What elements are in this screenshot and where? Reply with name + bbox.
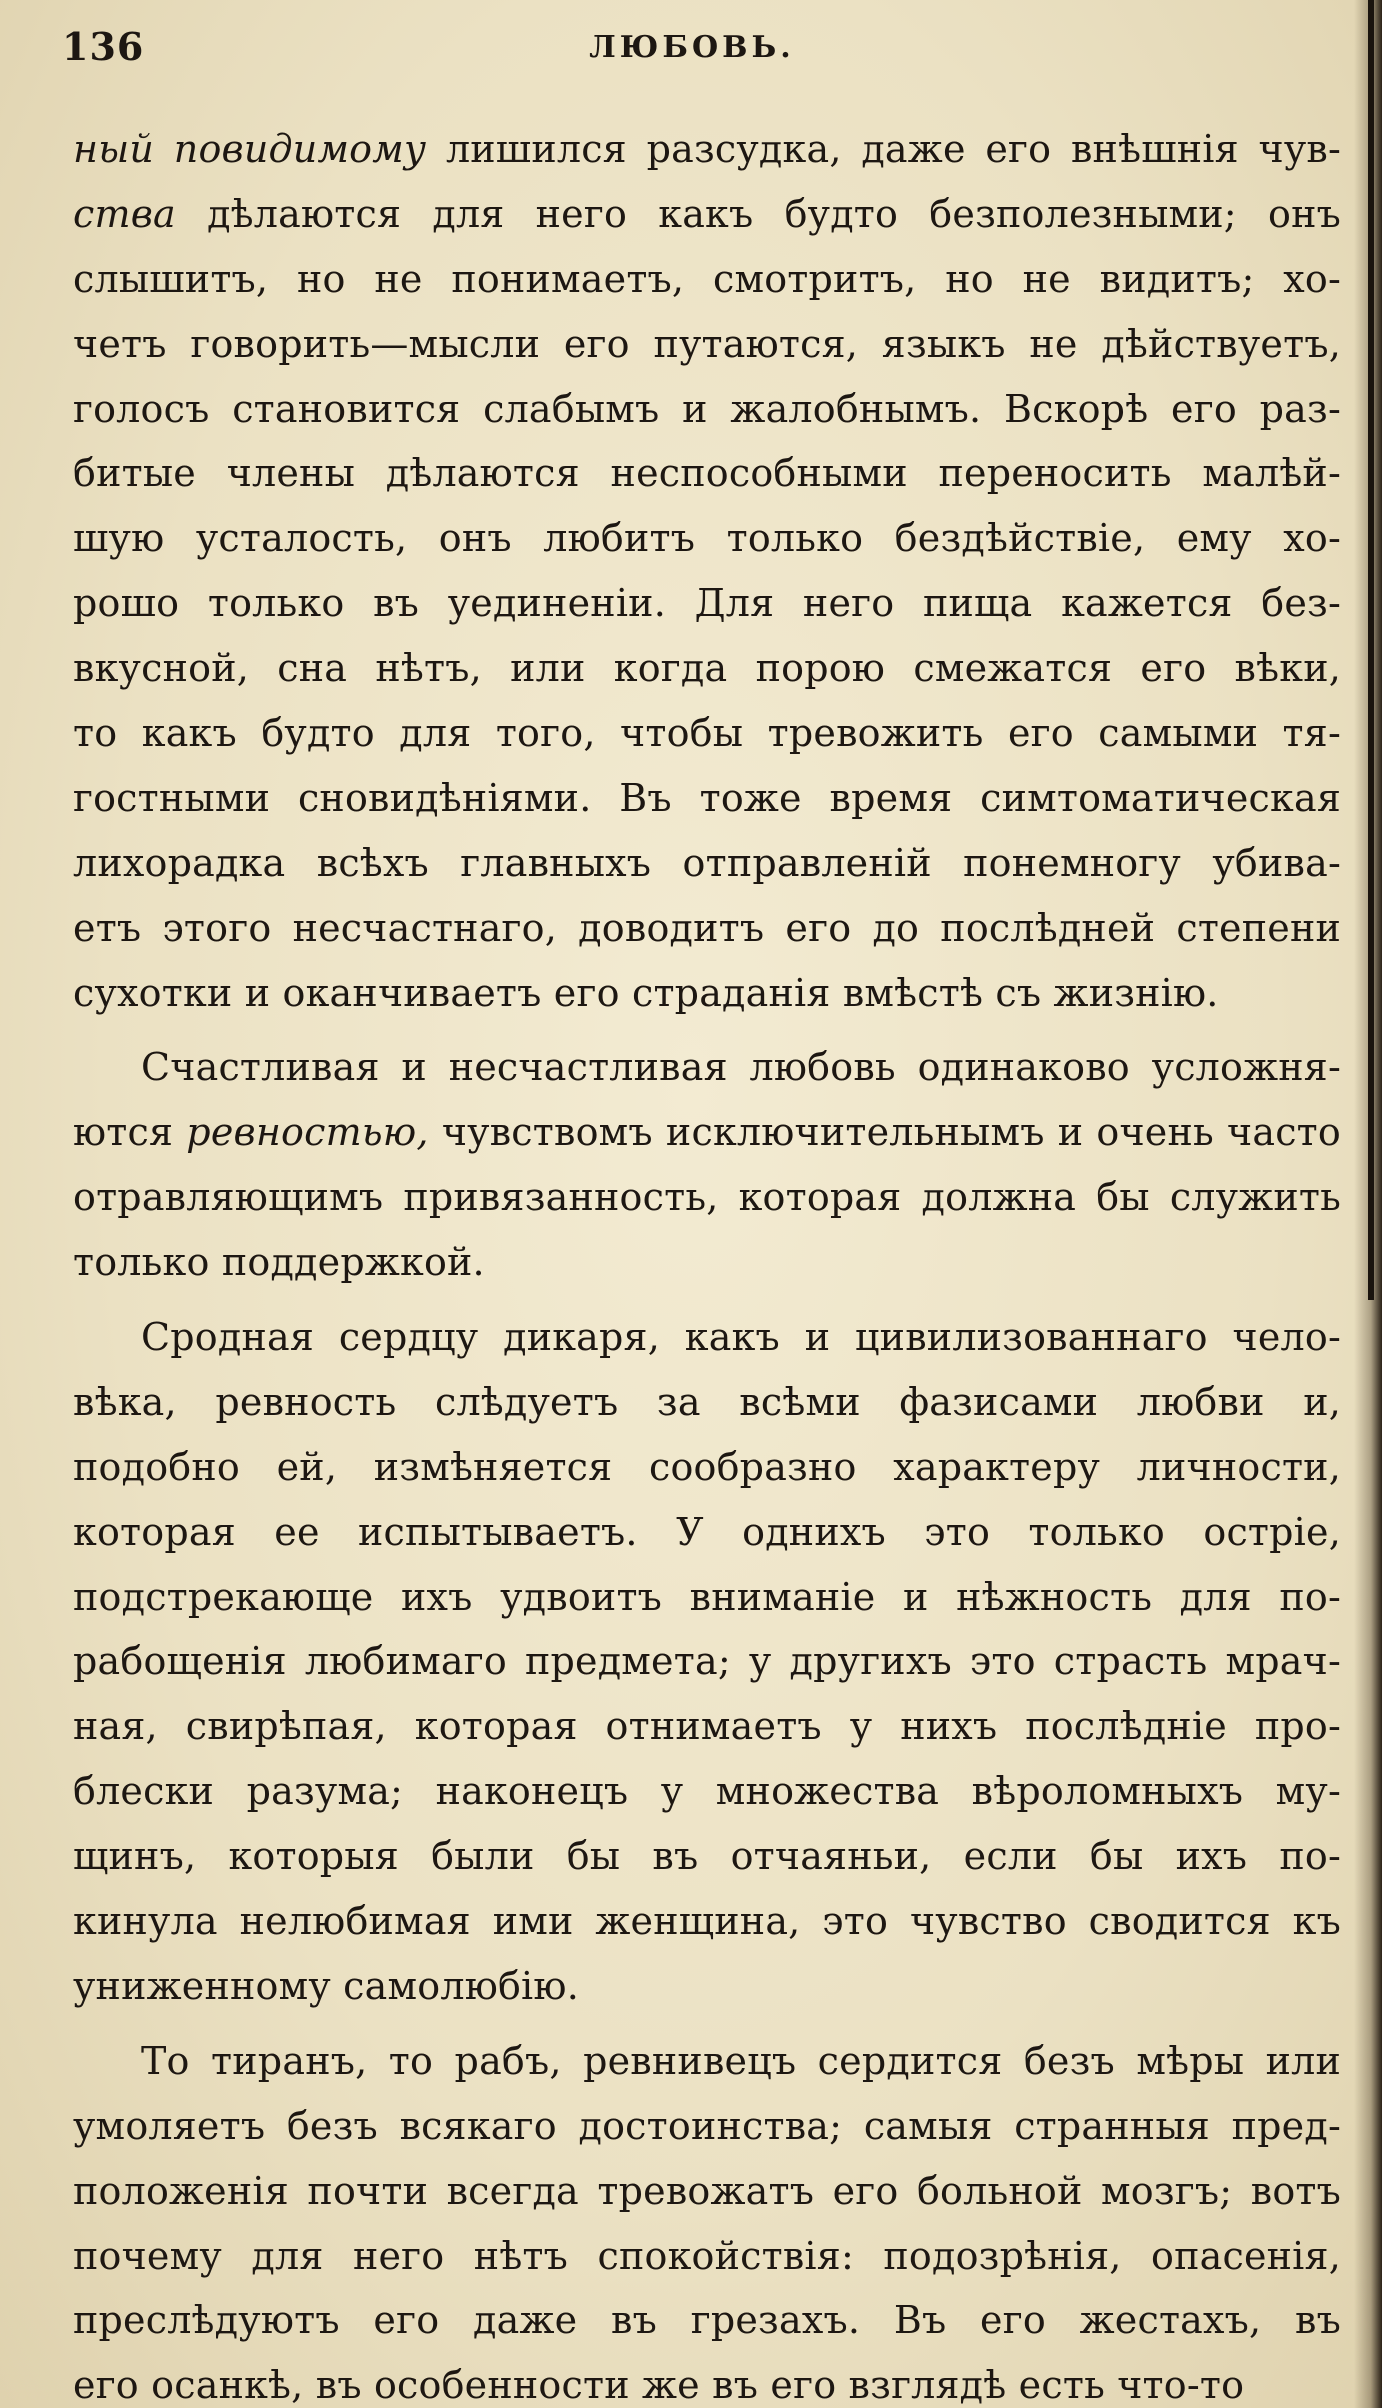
text-line [73, 377, 1341, 442]
text-run: подстрекающе ихъ удвоитъ вниманіе и нѣжность для по- [73, 1574, 1341, 1619]
text-line [73, 1165, 1341, 1230]
text-line [73, 117, 1341, 182]
text-run: рошо только въ уединеніи. Для него пища кажется без- [73, 581, 1341, 626]
text-run: голосъ становится слабымъ и жалобнымъ. Вскорѣ его раз- [73, 386, 1341, 431]
text-line [73, 1435, 1341, 1500]
text-run: лишился разсудка, даже его внѣшнія чув- [426, 127, 1342, 171]
text-run: преслѣдуютъ его даже въ грезахъ. Въ его жестахъ, въ [73, 2298, 1341, 2343]
text-run: гостными сновидѣніями. Въ тоже время симтоматическая [73, 775, 1341, 820]
text-line [73, 636, 1341, 701]
text-line [73, 961, 1341, 1026]
text-line [73, 506, 1341, 571]
page-header [62, 24, 1322, 74]
text-run: почему для него нѣтъ спокойствія: подозрѣнія, опасенія, [73, 2233, 1341, 2278]
text-line [73, 1370, 1341, 1435]
italic-text: ства [73, 191, 176, 236]
text-line [73, 1230, 1341, 1295]
text-run: шую усталость, онъ любитъ только бездѣйствіе, ему хо- [73, 516, 1341, 561]
text-run: отравляющимъ привязанность, которая должна бы служить [73, 1175, 1341, 1220]
text-run: которая ее испытываетъ. У однихъ это только остріе, [73, 1509, 1341, 1554]
page-number: 136 [62, 24, 145, 69]
text-run: только поддержкой. [73, 1240, 485, 1285]
text-run: рабощенія любимаго предмета; у другихъ это страсть мрач- [73, 1639, 1341, 1684]
text-line [73, 1305, 1341, 1370]
text-run: Счастливая и несчастливая любовь одинаково усложня- [141, 1045, 1341, 1090]
text-line [73, 1694, 1341, 1759]
text-run: дѣлаются для него какъ будто безполезными; онъ [175, 191, 1341, 236]
paragraph [73, 1035, 1341, 1295]
text-line [73, 2094, 1341, 2159]
text-run: ются [73, 1110, 187, 1155]
text-line [73, 701, 1341, 766]
italic-text: ревностью, [186, 1110, 429, 1155]
text-line [73, 1759, 1341, 1824]
text-line [73, 2353, 1341, 2408]
text-line [73, 571, 1341, 636]
text-line [73, 1035, 1341, 1100]
text-run: щинъ, которыя были бы въ отчаяньи, если бы ихъ по- [73, 1834, 1341, 1879]
text-run: блески разума; наконецъ у множества вѣроломныхъ му- [73, 1769, 1341, 1814]
text-run: четъ говорить—мысли его путаются, языкъ не дѣйствуетъ, [73, 321, 1341, 366]
text-run: Сродная сердцу дикаря, какъ и цивилизованнаго чело- [141, 1315, 1341, 1360]
text-run: сухотки и оканчиваетъ его страданія вмѣстѣ съ жизнію. [73, 970, 1219, 1015]
text-run: чувствомъ исключительнымъ и очень часто [428, 1110, 1341, 1155]
text-run: подобно ей, измѣняется сообразно характеру личности, [73, 1444, 1341, 1489]
text-line [73, 766, 1341, 831]
text-line [73, 2288, 1341, 2353]
text-run: битые члены дѣлаются неспособными переносить малѣй- [73, 451, 1341, 496]
text-line [73, 831, 1341, 896]
text-run: То тиранъ, то рабъ, ревнивецъ сердится безъ мѣры или [141, 2038, 1341, 2083]
text-line [73, 1629, 1341, 1694]
paragraph [73, 117, 1341, 1025]
text-run: вѣка, ревность слѣдуетъ за всѣми фазисами любви и, [73, 1379, 1341, 1424]
page-spine-edge [1368, 0, 1374, 1300]
text-line [73, 2029, 1341, 2094]
text-run: то какъ будто для того, чтобы тревожить его самыми тя- [73, 711, 1341, 756]
running-title: ЛЮБОВЬ. [589, 30, 795, 65]
text-line [73, 247, 1341, 312]
text-line [73, 1824, 1341, 1889]
italic-text: ный повидимому [73, 127, 427, 171]
text-line [73, 441, 1341, 506]
text-run: умоляетъ безъ всякаго достоинства; самыя странныя пред- [73, 2103, 1341, 2148]
text-line [73, 312, 1341, 377]
text-run: его осанкѣ, въ особенности же въ его взглядѣ есть что-то [73, 2363, 1245, 2408]
text-run: лихорадка всѣхъ главныхъ отправленій понемногу убива- [73, 840, 1341, 885]
text-run: слышитъ, но не понимаетъ, смотритъ, но не видитъ; хо- [73, 256, 1341, 301]
text-line [73, 1889, 1341, 1954]
text-line [73, 2224, 1341, 2289]
text-run: етъ этого несчастнаго, доводитъ его до послѣдней степени [73, 905, 1341, 950]
text-run: ная, свирѣпая, которая отнимаетъ у нихъ послѣдніе про- [73, 1704, 1341, 1749]
paragraph [73, 2029, 1341, 2408]
text-run: вкусной, сна нѣтъ, или когда порою смежатся его вѣки, [73, 646, 1341, 691]
paragraph [73, 1305, 1341, 2019]
text-line [73, 182, 1341, 247]
text-line [73, 1500, 1341, 1565]
text-run: униженному самолюбію. [73, 1963, 579, 2008]
text-run: положенія почти всегда тревожатъ его больной мозгъ; вотъ [73, 2168, 1341, 2213]
body-text [73, 117, 1341, 2408]
text-line [73, 1565, 1341, 1630]
text-run: кинула нелюбимая ими женщина, это чувство сводится къ [73, 1899, 1341, 1944]
text-line [73, 1954, 1341, 2019]
text-line [73, 2159, 1341, 2224]
text-line [73, 1100, 1341, 1165]
text-line [73, 896, 1341, 961]
